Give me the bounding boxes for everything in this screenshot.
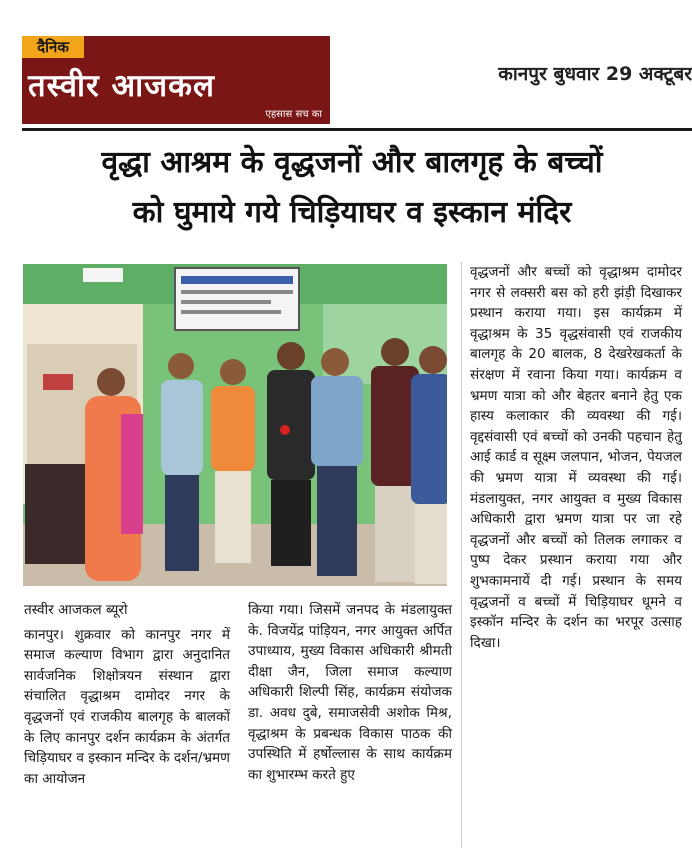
person-5 — [311, 348, 363, 576]
newspaper-logo — [22, 36, 330, 124]
person-7 — [411, 346, 447, 584]
masthead-rule — [22, 128, 692, 131]
byline: तस्वीर आजकल ब्यूरो — [24, 602, 128, 618]
group-photo-illustration — [23, 264, 447, 586]
headline — [22, 138, 682, 238]
headline-line-2: को घुमाये गये चिड़ियाघर व इस्कान मंदिर — [132, 195, 572, 230]
column-3-text: वृद्धजनों और बच्चों को वृद्धाश्रम दामोदर नगर से लक्सरी बस को हरी झंड़ी दिखाकर प्रस्थान कराया गया। इस कार्यक्रम में वृद्धाश्रम के 35 वृद्धसंवासी एवं राजकीय बालगृह के 20 बालक, 8 देखरेखकर्ता के संरक्षण में रवाना किया गया। कार्यक्रम व भ्रमण यात्रा को और बेहतर बनाने हेतु एक हास्य कलाकार की व्यवस्था की गई। वृद्दसंवासी एवं बच्चों को उनकी पहचान हेतु आई कार्ड व सूक्ष्म जलपान, भोजन, पेयजल की भ्रमण यात्रा में व्यवस्था की गई।मंडलायुक्त, नगर आयुक्त व मुख्य विकास अधिकारी द्वारा भ्रमण यात्रा पर जा रहे वृद्धजनों और बच्चों को तिलक लगाकर व पुष्प देकर प्रस्थान कराया गया और शुभकामनायें दी गई। प्रस्थान के समय वृद्धजनों व बच्चों में चिड़ियाघर धूमने व इस्कॉन मन्दिर के दर्शन का भरपूर उत्साह दिखा। — [470, 264, 682, 651]
logo-tag: दैनिक — [22, 36, 84, 58]
article-column-1 — [24, 600, 230, 789]
person-2 — [161, 353, 203, 571]
logo-name: तस्वीर आजकल — [28, 68, 215, 104]
article-column-2 — [248, 600, 452, 785]
column-2-text: किया गया। जिसमें जनपद के मंडलायुक्त के. विजयेंद्र पांड़ियन, नगर आयुक्त अर्पित उपाध्याय, मुख्य विकास अधिकारी श्रीमती दीक्षा जैन, जिला समाज कल्याण अधिकारी शिल्पी सिंह, कार्यक्रम संयोजक डा. अवध दुबे, समाजसेवी अशोक मिश्र, वृद्धाश्रम के प्रबन्धक विकास पाठक की उपस्थिति में हर्षोल्लास के साथ कार्यक्रम का शुभारम्भ करते हुए — [248, 602, 452, 783]
masthead — [0, 0, 692, 130]
dateline: कानपुर बुधवार 29 अक्टूबर — [498, 63, 692, 85]
person-4 — [267, 342, 315, 566]
headline-line-1: वृद्धा आश्रम के वृद्धजनों और बालगृह के बच्चों — [101, 145, 603, 180]
article-photo — [23, 264, 447, 586]
column-divider — [461, 262, 462, 847]
person-3 — [211, 359, 255, 563]
article-column-3 — [470, 262, 682, 653]
logo-slogan: एहसास सच का — [265, 109, 322, 120]
column-1-text: कानपुर। शुक्रवार को कानपुर नगर में समाज कल्याण विभाग द्वारा अनुदानित सार्वजनिक शिक्षोत्रयन संस्थान द्वारा संचालित वृद्धाश्रम दामोदर नगर के वृद्धजनों एवं राजकीय बालगृह के बालकों के लिए कानपुर दर्शन कार्यक्रम के अंतर्गत चिड़ियाघर व इस्कान मन्दिर के दर्शन/भ्रमण का आयोजन — [24, 626, 230, 787]
person-1 — [85, 368, 143, 581]
